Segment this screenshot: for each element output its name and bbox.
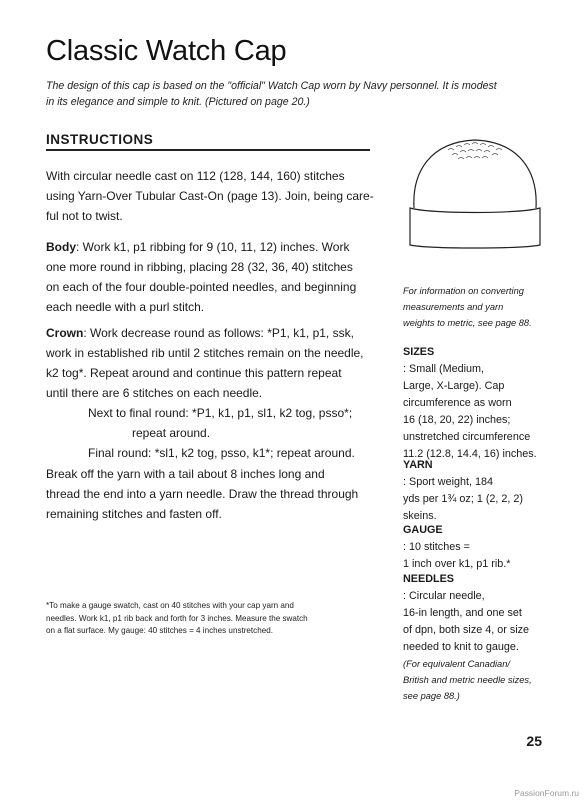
intro-line: in its elegance and simple to knit. (Pictured on page 20.) [46,96,310,108]
crown-paragraph [46,323,381,463]
gauge-first: : 10 stitches = [403,541,470,553]
spec-line: skeins. [403,510,437,522]
text-line: one more round in ribbing, placing 28 (32, 36, 40) stitches [46,260,353,274]
spec-line: 11.2 (12.8, 14.4, 16) inches. [403,448,537,460]
spec-line [403,344,553,378]
needles-note-line: (For equivalent Canadian/ [403,659,510,669]
page-number: 25 [526,733,542,749]
metric-note [403,283,553,331]
needles-spec [403,571,553,704]
finish-paragraph [46,464,381,524]
watch-cap-illustration [400,128,550,250]
needles-note-line: see page 88.) [403,691,460,701]
text-line [46,237,381,257]
text-line: thread the end into a yarn needle. Draw the thread through [46,487,359,501]
text-line: With circular needle cast on 112 (128, 144, 160) stitches [46,169,345,183]
text-line: ful not to twist. [46,209,123,223]
spec-line [403,571,553,605]
watermark: PassionForum.ru [514,788,579,798]
repeat-around: repeat around. [132,426,211,440]
intro-line: The design of this cap is based on the "official" Watch Cap worn by Navy personnel. It is modest [46,80,497,92]
body-first-line: : Work k1, p1 ribbing for 9 (10, 11, 12) inches. Work [76,240,350,254]
text-line: using Yarn-Over Tubular Cast-On (page 13). Join, being care- [46,189,374,203]
note-line: For information on converting [403,286,524,296]
spec-line: unstretched circumference [403,431,531,443]
footnote-line: needles. Work k1, p1 rib back and forth for 3 inches. Measure the swatch [46,613,308,623]
spec-line [403,522,553,556]
footnote-line: on a flat surface. My gauge: 40 stitches = 4 inches unstretched. [46,626,273,635]
spec-line: 1 inch over k1, p1 rib.* [403,558,511,570]
spec-line: yds per 1¾ oz; 1 (2, 2, 2) [403,493,524,505]
text-line: remaining stitches and fasten off. [46,507,222,521]
body-label: Body [46,240,76,254]
page-title: Classic Watch Cap [46,35,287,67]
sizes-label: SIZES [403,346,435,358]
spec-line: 16 (18, 20, 22) inches; [403,414,511,426]
next-final-round: Next to final round: *P1, k1, p1, sl1, k2 tog, psso*; [88,406,353,420]
body-paragraph [46,237,381,317]
spec-line [403,457,553,491]
footnote-line: *To make a gauge swatch, cast on 40 stitches with your cap yarn and [46,601,294,610]
needles-label: NEEDLES [403,573,454,585]
text-line: k2 tog*. Repeat around and continue this pattern repeat [46,366,342,380]
sizes-spec [403,344,553,463]
gauge-spec [403,522,553,573]
yarn-first: : Sport weight, 184 [403,476,494,488]
spec-line: of dpn, both size 4, or size [403,624,530,636]
text-line [46,323,381,343]
final-round: Final round: *sl1, k2 tog, psso, k1*; repeat around. [88,446,355,460]
yarn-spec [403,457,553,525]
note-line: measurements and yarn [403,302,504,312]
sizes-first: : Small (Medium, [403,363,484,375]
spec-line: 16-in length, and one set [403,607,522,619]
text-line: until there are 6 stitches on each needle. [46,386,263,400]
needles-first: : Circular needle, [403,590,485,602]
text-line: on each of the four double-pointed needles, and beginning [46,280,357,294]
crown-first-line: : Work decrease round as follows: *P1, k1, p1, ssk, [83,326,354,340]
text-line: each needle with a purl stitch. [46,300,205,314]
cast-on-paragraph [46,166,381,226]
intro-text [46,78,541,110]
spec-line: needed to knit to gauge. [403,641,519,653]
spec-line: Large, X-Large). Cap [403,380,505,392]
instructions-heading: INSTRUCTIONS [46,132,154,147]
gauge-label: GAUGE [403,524,443,536]
heading-rule [46,149,370,151]
spec-line: circumference as worn [403,397,512,409]
text-line: work in established rib until 2 stitches remain on the needle, [46,346,364,360]
yarn-label: YARN [403,459,433,471]
gauge-footnote [46,600,366,638]
crown-label: Crown [46,326,84,340]
note-line: weights to metric, see page 88. [403,318,532,328]
text-line: Break off the yarn with a tail about 8 inches long and [46,467,325,481]
needles-note-line: British and metric needle sizes, [403,675,532,685]
